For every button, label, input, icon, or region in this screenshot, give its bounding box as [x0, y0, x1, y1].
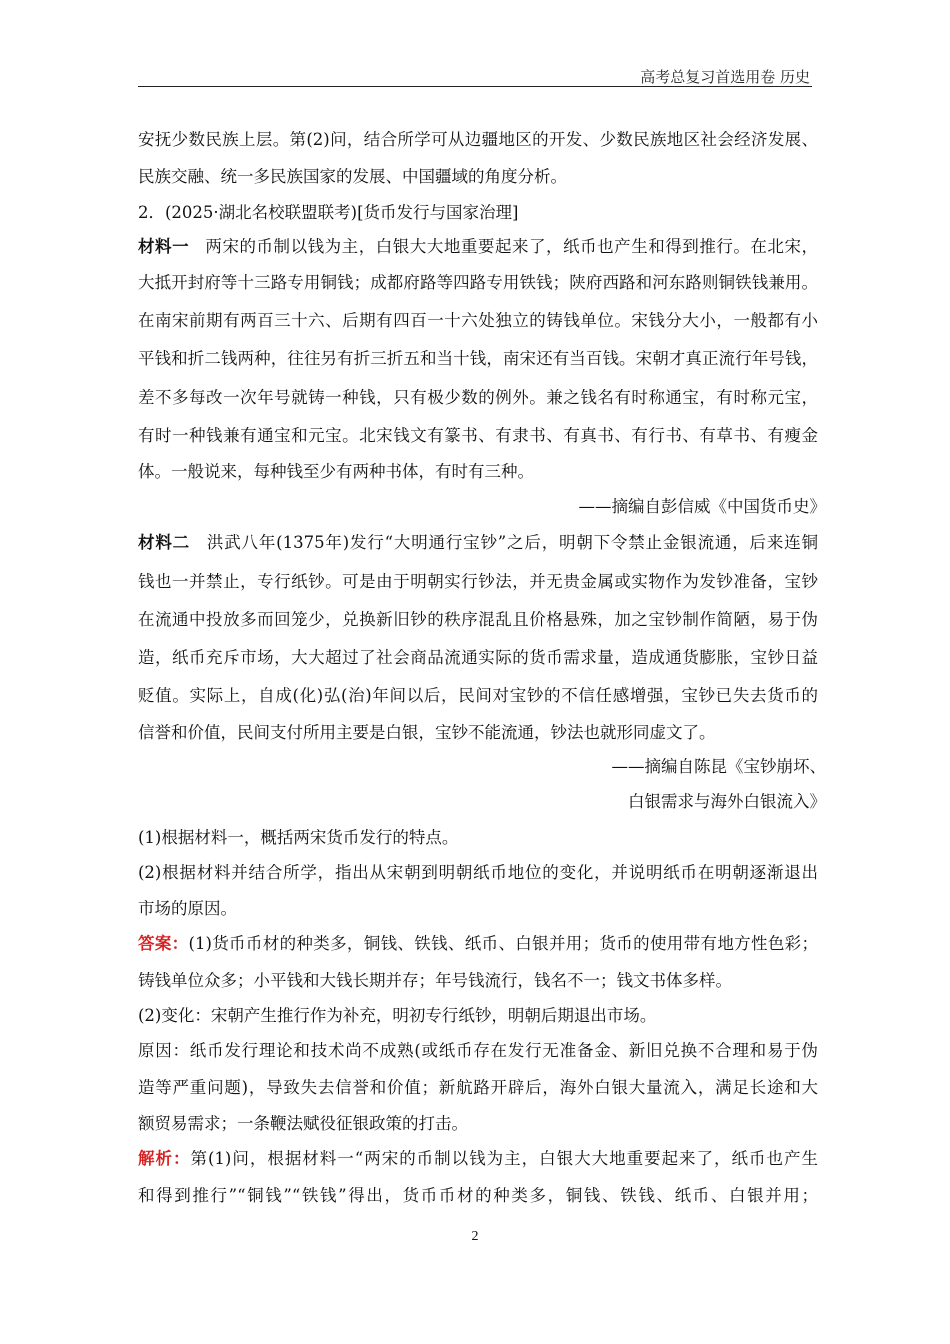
material-1-line: 大抵开封府等十三路专用铜钱；成都府路等四路专用铁钱；陕府西路和河东路则铜铁钱兼用。 — [138, 273, 818, 292]
material-2-line: 钱也一并禁止，专行纸钞。可是由于明朝实行钞法，并无贵金属或实物作为发钞准备，宝钞 — [138, 572, 818, 591]
analysis-line — [138, 1149, 818, 1169]
material-1-source: ——摘编自彭信威《中国货币史》 — [578, 497, 826, 516]
text-line: 安抚少数民族上层。第(2)问，结合所学可从边疆地区的开发、少数民族地区社会经济发展、 — [138, 130, 818, 149]
material-2-source: 白银需求与海外白银流入》 — [628, 792, 826, 811]
question-heading: 2．(2025·湖北名校联盟联考)[货币发行与国家治理] — [138, 203, 519, 222]
page-number: 2 — [471, 1229, 479, 1244]
sub-question-2: (2)根据材料并结合所学，指出从宋朝到明朝纸币地位的变化，并说明纸币在明朝逐渐退出 — [138, 863, 818, 882]
answer-text: (1)货币币材的种类多，铜钱、铁钱、纸币、白银并用；货币的使用带有地方性色彩； — [188, 934, 819, 953]
answer-line: 额贸易需求；一条鞭法赋役征银政策的打击。 — [138, 1114, 468, 1133]
header-title: 高考总复习首选用卷 历史 — [640, 68, 810, 86]
material-1-line: 体。一般说来，每种钱至少有两种书体，有时有三种。 — [138, 462, 534, 481]
answer-label: 答案： — [138, 934, 189, 953]
material-2-source: ——摘编自陈昆《宝钞崩坏、 — [611, 757, 826, 776]
material-1-line: 在南宋前期有两百三十六、后期有四百一十六处独立的铸钱单位。宋钱分大小，一般都有小 — [138, 311, 818, 330]
material-1-line — [138, 237, 818, 257]
sub-question-1: (1)根据材料一，概括两宋货币发行的特点。 — [138, 828, 459, 847]
material-1-text: 两宋的币制以钱为主，白银大大地重要起来了，纸币也产生和得到推行。在北宋， — [204, 237, 818, 256]
material-1-line: 有时一种钱兼有通宝和元宝。北宋钱文有篆书、有隶书、有真书、有行书、有草书、有瘦金 — [138, 426, 818, 445]
material-1-label: 材料一 — [138, 237, 190, 256]
answer-line: 原因：纸币发行理论和技术尚不成熟(或纸币存在发行无准备金、新旧兑换不合理和易于伪 — [138, 1041, 818, 1060]
material-2-line — [138, 533, 818, 553]
material-2-line: 造，纸币充斥市场，大大超过了社会商品流通实际的货币需求量，造成通货膨胀，宝钞日益 — [138, 648, 818, 667]
answer-line — [138, 934, 818, 954]
material-2-text: 洪武八年(1375年)发行“大明通行宝钞”之后，明朝下令禁止金银流通，后来连铜 — [206, 533, 819, 552]
analysis-text: 第(1)问，根据材料一“两宋的币制以钱为主，白银大大地重要起来了，纸币也产生 — [190, 1149, 819, 1168]
analysis-line: 和得到推行”“铜钱”“铁钱”得出，货币币材的种类多，铜钱、铁钱、纸币、白银并用； — [138, 1186, 818, 1205]
text-line: 民族交融、统一多民族国家的发展、中国疆域的角度分析。 — [138, 167, 567, 186]
answer-line: (2)变化：宋朝产生推行作为补充，明初专行纸钞，明朝后期退出市场。 — [138, 1006, 657, 1025]
material-1-line: 平钱和折二钱两种，往往另有折三折五和当十钱，南宋还有当百钱。宋朝才真正流行年号钱， — [138, 349, 818, 368]
analysis-label: 解析： — [138, 1149, 191, 1168]
material-2-line: 信誉和价值，民间支付所用主要是白银，宝钞不能流通，钞法也就形同虚文了。 — [138, 723, 716, 742]
answer-line: 铸钱单位众多；小平钱和大钱长期并存；年号钱流行，钱名不一；钱文书体多样。 — [138, 971, 732, 990]
material-2-line: 贬值。实际上，自成(化)弘(治)年间以后，民间对宝钞的不信任感增强，宝钞已失去货币的 — [138, 686, 818, 705]
material-2-line: 在流通中投放多而回笼少，兑换新旧钞的秩序混乱且价格悬殊，加之宝钞制作简陋，易于伪 — [138, 610, 818, 629]
answer-line: 造等严重问题)，导致失去信誉和价值；新航路开辟后，海外白银大量流入，满足长途和大 — [138, 1078, 818, 1097]
material-2-label: 材料二 — [138, 533, 190, 552]
sub-question-2: 市场的原因。 — [138, 899, 237, 918]
page-header — [138, 66, 812, 87]
material-1-line: 差不多每改一次年号就铸一种钱，只有极少数的例外。兼之钱名有时称通宝，有时称元宝， — [138, 388, 818, 407]
